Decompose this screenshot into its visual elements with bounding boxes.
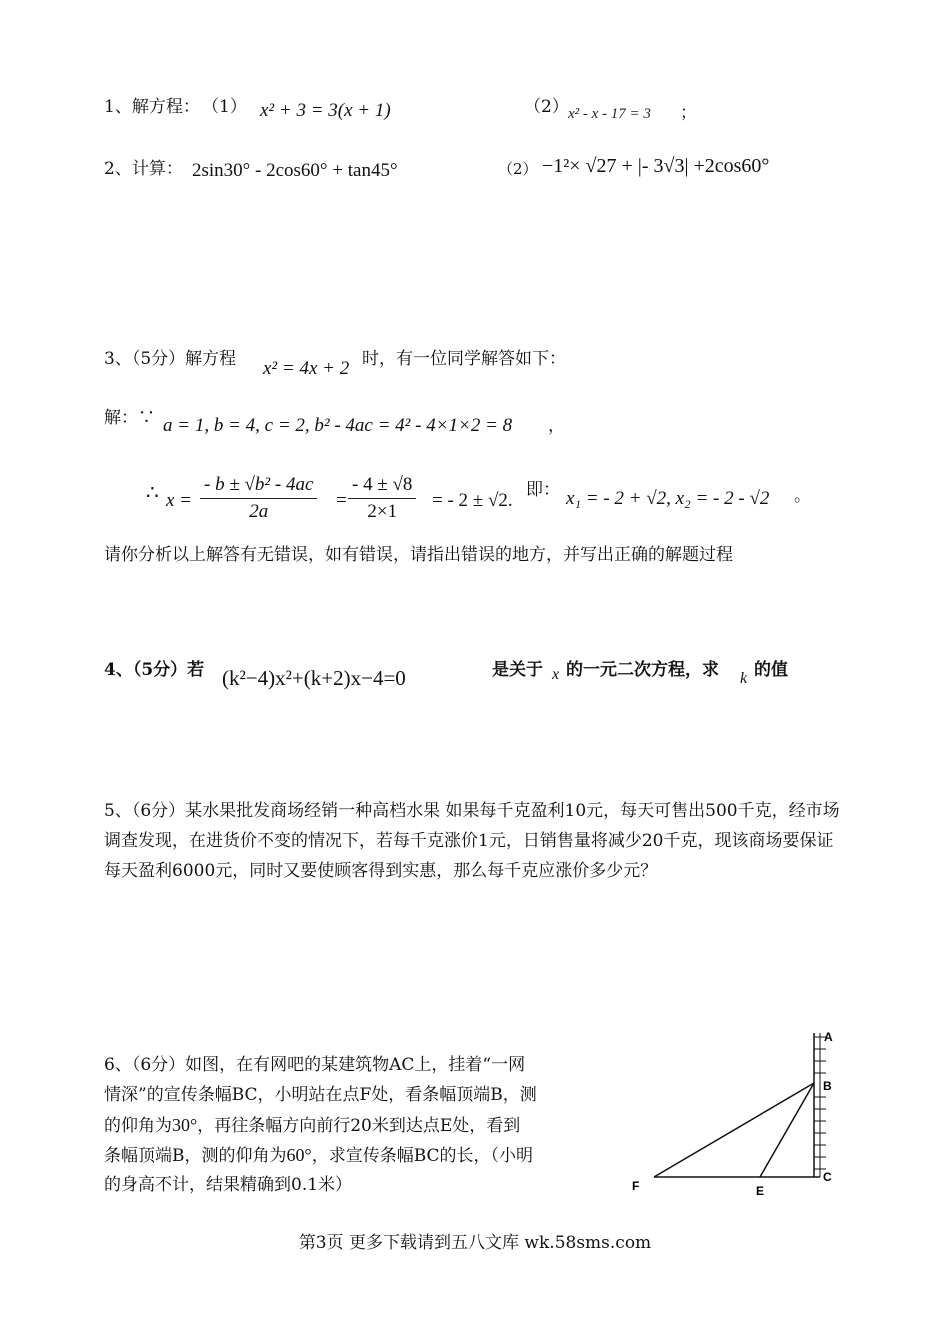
q4-mid: 是关于 bbox=[492, 660, 543, 680]
q3-fraction-1-denominator: 2a bbox=[249, 501, 269, 522]
q4-label: 4、（5分）若 bbox=[104, 660, 205, 680]
q2-expression-2: −1²× √27 + |- 3√3| +2cos60° bbox=[542, 155, 770, 177]
q4-variable-x: x bbox=[552, 666, 560, 683]
q3-question: 请你分析以上解答有无错误，如有错误，请指出错误的地方，并写出正确的解题过程 bbox=[104, 545, 733, 565]
q4-mid-2: 的一元二次方程，求 bbox=[566, 660, 719, 680]
q1-equation-1: x² + 3 = 3(x + 1) bbox=[260, 100, 391, 121]
q3-ji: 即： bbox=[526, 480, 560, 500]
q6-line-3a: 的仰角为 bbox=[104, 1116, 172, 1136]
q6-line-4a: 条幅顶端B，测的仰角为 bbox=[104, 1146, 287, 1166]
q3-x-equals: x = bbox=[166, 490, 193, 511]
label-c: C bbox=[823, 1170, 832, 1184]
q2-label: 2、计算： bbox=[104, 159, 183, 179]
q3-label: 3、（5分）解方程 bbox=[104, 349, 237, 369]
q3-fraction-1 bbox=[200, 472, 317, 525]
q3-therefore: ∴ bbox=[146, 480, 159, 504]
q1-part2: （2） bbox=[524, 97, 569, 117]
q3-fraction-2-denominator: 2×1 bbox=[367, 501, 398, 522]
q1-equation-2: x² - x - 17 = 3 bbox=[568, 106, 651, 122]
q4-expression: (k²−4)x²+(k+2)x−4=0 bbox=[222, 666, 406, 690]
q1-equation-2-end: ； bbox=[680, 103, 697, 123]
q3-fraction-1-numerator: - b ± √b² - 4ac bbox=[200, 472, 317, 499]
sight-line-eb bbox=[760, 1083, 814, 1177]
q6-line-3 bbox=[104, 1110, 520, 1141]
page-footer: 第3页 更多下载请到五八文库 wk.58sms.com bbox=[298, 1233, 652, 1253]
q4-variable-k: k bbox=[740, 670, 748, 687]
q6-line-3b: ，再往条幅方向前行20米到达点E处，看到 bbox=[197, 1116, 521, 1136]
q3-tail: 时，有一位同学解答如下： bbox=[362, 349, 566, 369]
q6-line-2: 情深”的宣传条幅BC，小明站在点F处，看条幅顶端B，测 bbox=[104, 1085, 537, 1105]
label-e: E bbox=[756, 1184, 765, 1198]
q1-label: 1、解方程： bbox=[104, 97, 200, 117]
q3-roots-end: 。 bbox=[794, 486, 811, 506]
q1-part1: （1） bbox=[202, 97, 247, 117]
q6-line-5: 的身高不计，结果精确到0.1米） bbox=[104, 1175, 353, 1195]
q3-fraction-2 bbox=[348, 472, 416, 525]
label-b: B bbox=[823, 1079, 832, 1093]
label-a: A bbox=[824, 1030, 833, 1044]
q3-solution-line-1: a = 1, b = 4, c = 2, b² - 4ac = 4² - 4×1×2 = 8 bbox=[163, 415, 513, 436]
q3-solution-label: 解：∵ bbox=[104, 408, 155, 428]
q3-result: = - 2 ± √2. bbox=[432, 490, 513, 511]
q5-text: 5、（6分）某水果批发商场经销一种高档水果 如果每千克盈利10元，每天可售出500千克，经市场调查发现，在进货价不变的情况下，若每千克涨价1元，日销售量将减少20千克，现该商场要保证每天盈利6000元，同时又要使顾客得到实惠，那么每千克应涨价多少元？ bbox=[104, 801, 840, 881]
q6-angle-30: 30° bbox=[172, 1115, 198, 1135]
q3-solution-line-1-end: ， bbox=[548, 416, 565, 436]
q2-expression-1: 2sin30° - 2cos60° + tan45° bbox=[192, 160, 398, 181]
q3-equals-sign: = bbox=[336, 490, 347, 511]
q2-part2: （2） bbox=[498, 160, 538, 178]
q6-line-1: 6、（6分）如图，在有网吧的某建筑物AC上，挂着“一网 bbox=[104, 1055, 526, 1075]
q3-equation: x² = 4x + 2 bbox=[263, 358, 350, 379]
q6-line-4 bbox=[104, 1140, 533, 1171]
q6-angle-60: 60° bbox=[286, 1145, 312, 1165]
q3-fraction-2-numerator: - 4 ± √8 bbox=[348, 472, 416, 499]
label-f: F bbox=[632, 1179, 640, 1193]
q6-line-4b: ，求宣传条幅BC的长，（小明 bbox=[311, 1146, 534, 1166]
q6-figure bbox=[620, 1025, 850, 1205]
q4-tail: 的值 bbox=[754, 660, 788, 680]
sight-line-fb bbox=[654, 1083, 814, 1177]
q3-roots: x₁ = - 2 + √2, x₂ = - 2 - √2 bbox=[566, 488, 770, 509]
